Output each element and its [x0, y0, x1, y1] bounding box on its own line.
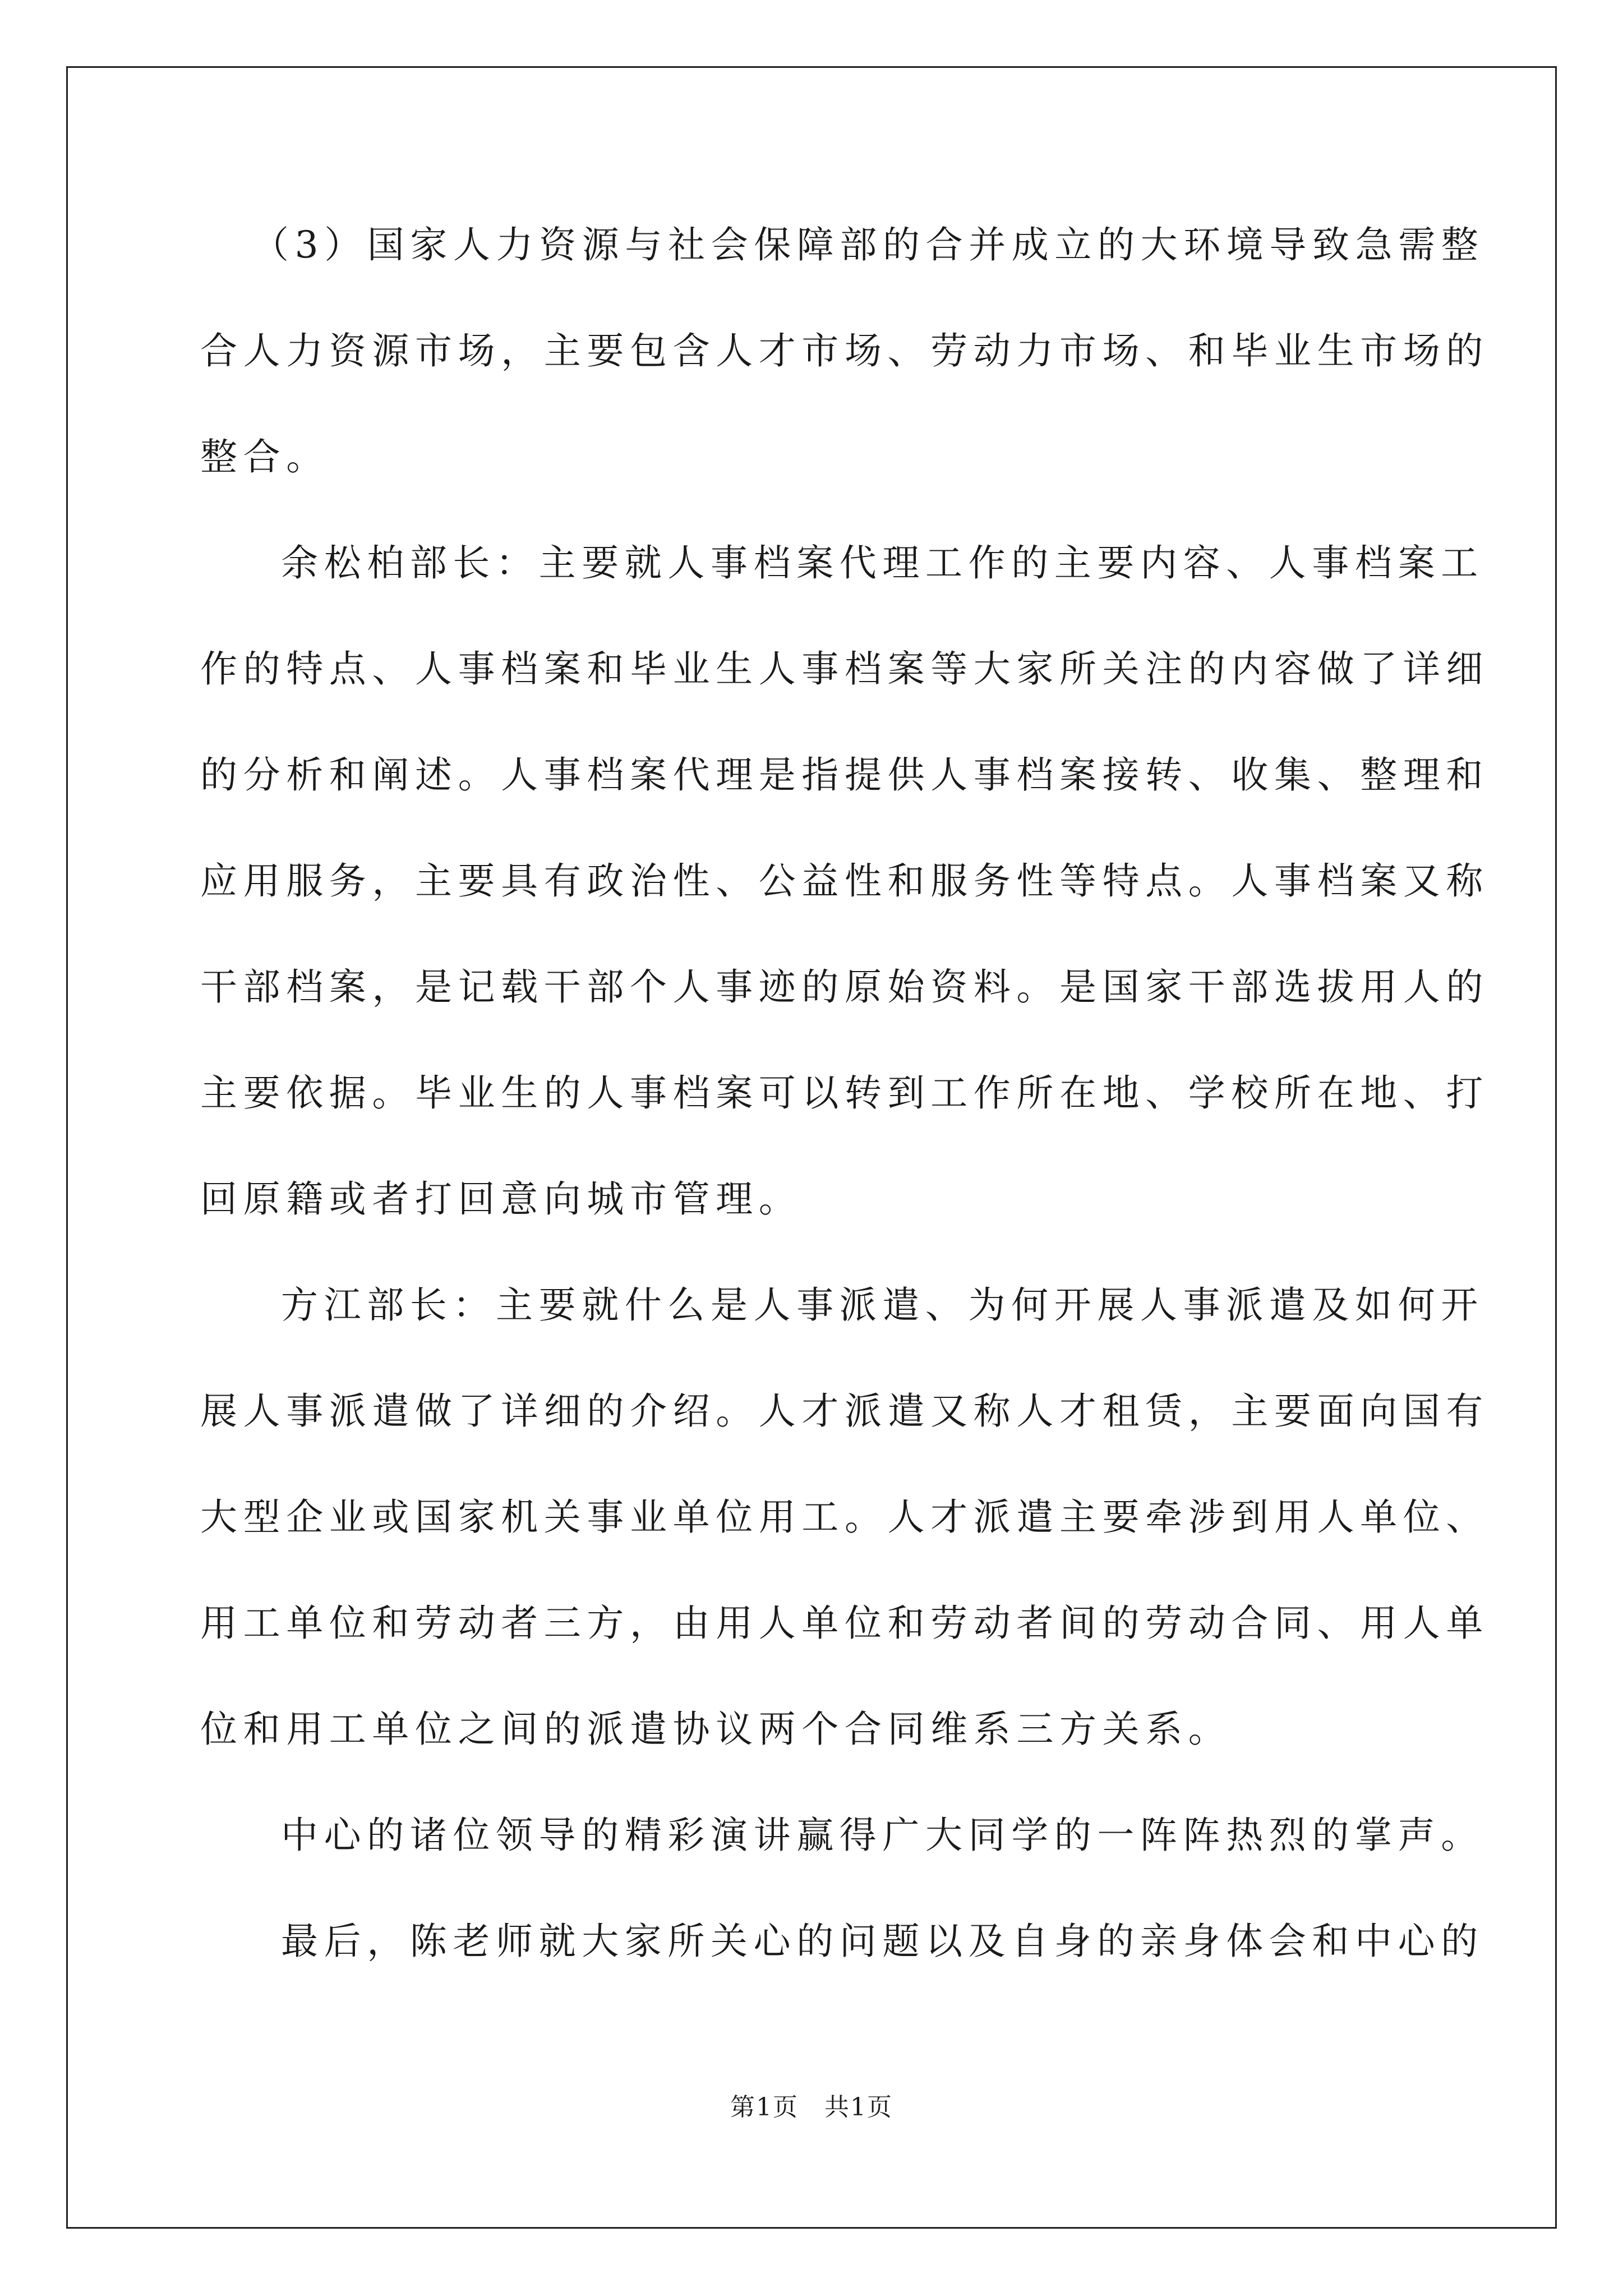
paragraph-3-line-5: 位和用工单位之间的派遣协议两个合同维系三方关系。: [200, 1708, 1232, 1751]
paragraph-2-line-3: 的分析和阐述。人事档案代理是指提供人事档案接转、收集、整理和: [200, 753, 1489, 797]
paragraph-2-line-1: 余松柏部长：主要就人事档案代理工作的主要内容、人事档案工: [281, 541, 1484, 585]
paragraph-3-line-1: 方江部长：主要就什么是人事派遣、为何开展人事派遣及如何开: [281, 1283, 1484, 1327]
paragraph-3-line-3: 大型企业或国家机关事业单位用工。人才派遣主要牵涉到用人单位、: [200, 1496, 1489, 1539]
paragraph-2-line-4: 应用服务，主要具有政治性、公益性和服务性等特点。人事档案又称: [200, 859, 1489, 903]
paragraph-2-line-7: 回原籍或者打回意向城市管理。: [200, 1177, 802, 1221]
paragraph-5-line-1: 最后，陈老师就大家所关心的问题以及自身的亲身体会和中心的: [281, 1920, 1484, 1963]
paragraph-2-line-5: 干部档案，是记载干部个人事迹的原始资料。是国家干部选拔用人的: [200, 965, 1489, 1009]
paragraph-1-line-2: 合人力资源市场，主要包含人才市场、劳动力市场、和毕业生市场的: [200, 329, 1489, 372]
paragraph-3-line-2: 展人事派遣做了详细的介绍。人才派遣又称人才租赁，主要面向国有: [200, 1389, 1489, 1433]
paragraph-2-line-2: 作的特点、人事档案和毕业生人事档案等大家所关注的内容做了详细: [200, 647, 1489, 691]
paragraph-1-line-3: 整合。: [200, 435, 329, 478]
paragraph-3-line-4: 用工单位和劳动者三方，由用人单位和劳动者间的劳动合同、用人单: [200, 1602, 1489, 1645]
paragraph-4-line-1: 中心的诸位领导的精彩演讲赢得广大同学的一阵阵热烈的掌声。: [281, 1814, 1484, 1857]
page-number-footer: 第1页 共1页: [730, 2093, 893, 2122]
paragraph-2-line-6: 主要依据。毕业生的人事档案可以转到工作所在地、学校所在地、打: [200, 1071, 1489, 1115]
paragraph-1-line-1: （3）国家人力资源与社会保障部的合并成立的大环境导致急需整: [252, 223, 1484, 266]
document-body: [200, 219, 1489, 2021]
